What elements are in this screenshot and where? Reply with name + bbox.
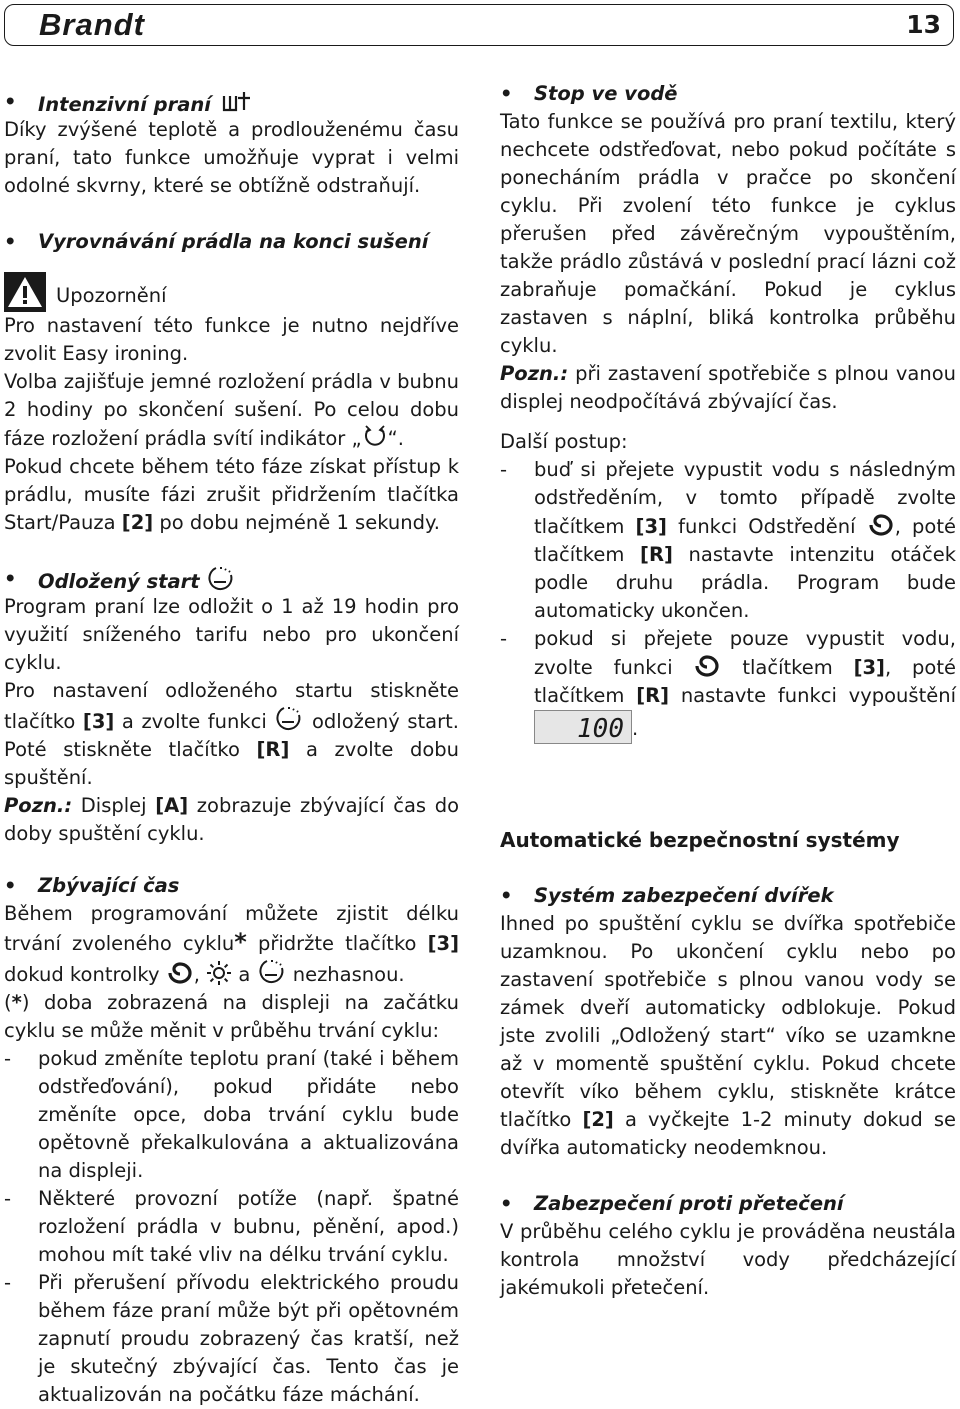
lcd-value: 100 — [577, 714, 624, 744]
paragraph: Pozn.: Displej [A] zobrazuje zbývající čas do doby spuštění cyklu. — [4, 794, 459, 845]
paragraph: Program praní lze odložit o 1 až 19 hodin pro využití sníženého tarifu nebo pro ukončení cyklu. — [4, 595, 459, 674]
paragraph: Pokud chcete během této fáze získat přístup k prádlu, musíte fázi zrušit přidržením tlačítka Start/Pauza [2] po dobu nejméně 1 sekundy. — [4, 455, 459, 534]
paragraph: Pozn.: při zastavení spotřebiče s plnou vanou displej neodpočítává zbývající čas. — [500, 362, 956, 413]
paragraph: Ihned po spuštění cyklu se dvířka spotřebiče uzamknou. Po ukončení cyklu nebo po zastavení spotřebiče s plnou vanou vody se zámek dveří automaticky odblokuje. Pokud jste zvolili „Odložený start“ víko se uzamkne až v momentě spuštění cyklu. Pokud chcete otevřít víko během cyklu, stiskněte krátce tlačítko [2] a vyčkejte 1-2 minuty dokud se dvířka automaticky neodemknou. — [500, 912, 956, 1159]
paragraph: Volba zajišťuje jemné rozložení prádla v bubnu 2 hodiny po skončení sušení. Po celou dobu fáze rozložení prádla svítí indikátor „ “. — [4, 370, 459, 450]
section-title: Další postup: — [500, 430, 628, 453]
section-intenzivni-prani: • Intenzivní praní Díky zvýšené teplotě a prodlouženému času praní, tato funkce umožňuje vyprat i velmi odolné skvrny, které se obtížně odstraňují. — [4, 88, 459, 200]
list-item: - Některé provozní potíže (např. špatné rozložení prádla v bubnu, pěnění, apod.) mohou mít také vliv na délku trvání cyklu. — [4, 1187, 459, 1266]
delayed-start-icon — [274, 705, 304, 733]
spin-icon — [693, 653, 721, 679]
section-title: Zbývající čas — [38, 874, 180, 897]
section-title: Systém zabezpečení dvířek — [534, 884, 834, 907]
delayed-start-icon — [257, 958, 287, 986]
paragraph: Během programování můžete zjistit délku trvání zvoleného cyklu* přidržte tlačítko [3] dokud kontrolky , a nezhasnou. — [4, 902, 459, 986]
section-vyrovnavani: • Vyrovnávání prádla na konci sušení Upozornění Pro nastavení této funkce je nutno nejdříve zvolit Easy ironing. Volba zajišťuje jemné rozložení prádla v bubnu 2 hodiny po skončení sušení. Po celou dobu fáze rozložení prádla svítí indikátor „ “. Pokud chcete během této fáze získat přístup k prádlu, musíte fázi zrušit přidržením tlačítka Start/Pauza [2] po dobu nejméně 1 sekundy. — [4, 228, 459, 537]
spin-icon — [166, 960, 194, 986]
section-title: Vyrovnávání prádla na konci sušení — [38, 230, 429, 253]
anticrease-indicator-icon — [362, 424, 388, 450]
paragraph: Pro nastavení odloženého startu stiskněte tlačítko [3] a zvolte funkci odložený start. Poté stiskněte tlačítko [R] a zvolte dobu spuštění. — [4, 679, 459, 789]
section-automaticke-systemy: Automatické bezpečnostní systémy • Systém zabezpečení dvířek Ihned po spuštění cyklu se dvířka spotřebiče uzamknou. Po ukončení cyklu nebo po zastavení spotřebiče s plnou vanou vody se zámek dveří automaticky odblokuje. Pokud jste zvolili „Odložený start“ víko se uzamkne až v momentě spuštění cyklu. Pokud chcete otevřít víko během cyklu, stiskněte krátce tlačítko [2] a vyčkejte 1-2 minuty dokud se dvířka automaticky neodemknou. • Zabezpečení proti přetečení V průběhu celého cyklu je prováděna neustála kontrola množství vody předcházející jakémukoli přetečení. — [500, 826, 956, 1302]
page-number: 13 — [906, 10, 941, 39]
lcd-display — [534, 710, 632, 744]
paragraph: Tato funkce se používá pro praní textilu, který nechcete odstřeďovat, nebo pokud počítáte s ponecháním prádla v pračce po skončení cyklu. Při zvolení této funkce je cyklus přerušen před závěrečným vypouštěním, takže prádlo zůstává v poslední prací lázni což zabraňuje pomačkání. Pokud je cyklus zastaven s náplní, bliká kontrolka průběhu cyklu. — [500, 110, 956, 357]
section-text: Díky zvýšené teplotě a prodlouženému času praní, tato funkce umožňuje vyprat i velmi odolné skvrny, které se obtížně odstraňují. — [4, 118, 459, 197]
list-item: - pokud změníte teplotu praní (také i během odstřeďování), pokud přidáte nebo změníte opce, doba trvání cyklu bude opětovně překalkulována a aktualizována na displeji. — [4, 1047, 459, 1182]
section-dalsi-postup — [500, 428, 956, 744]
temperature-sun-icon — [206, 960, 232, 986]
section-odlozeny-start: • Odložený start Program praní lze odložit o 1 až 19 hodin pro využití sníženého tarifu nebo pro ukončení cyklu. Pro nastavení odloženého startu stiskněte tlačítko [3] a zvolte funkci odložený start. Poté stiskněte tlačítko [R] a zvolte dobu spuštění. Pozn.: Displej [A] zobrazuje zbývající čas do doby spuštění cyklu. — [4, 565, 459, 848]
list-item: - pokud si přejete pouze vypustit vodu, zvolte funkci tlačítkem [3], poté tlačítkem [R] nastavte funkci vypouštění 100 . — [500, 627, 956, 744]
section-stop-ve-vode: • Stop ve vodě Tato funkce se používá pro praní textilu, který nechcete odstřeďovat, nebo pokud počítáte s ponecháním prádla v pračce po skončení cyklu. Při zvolení této funkce je cyklus přerušen před závěrečným vypouštěním, takže prádlo zůstává v poslední prací lázni což zabraňuje pomačkání. Pokud je cyklus zastaven s náplní, bliká kontrolka průběhu cyklu. Pozn.: při zastavení spotřebiče s plnou vanou displej neodpočítává zbývající čas. — [500, 80, 956, 416]
delayed-start-icon — [206, 565, 236, 593]
spin-icon — [867, 512, 895, 538]
section-title: Stop ve vodě — [534, 82, 678, 105]
warning-title: Upozornění — [56, 284, 167, 307]
warning-row — [4, 272, 459, 312]
section-title: Zabezpečení proti přetečení — [534, 1192, 844, 1215]
list-item: - buď si přejete vypustit vodu s následným odstředěním, v tomto případě zvolte tlačítkem [3] funkci Odstředění , poté tlačítkem [R] nastavte intenzitu otáček podle druhu prádla. Program bude automaticky ukončen. — [500, 458, 956, 622]
warning-icon — [4, 272, 46, 312]
section-zbyvajici-cas: • Zbývající čas Během programování můžete zjistit délku trvání zvoleného cyklu* přidržte tlačítko [3] dokud kontrolky , a nezhasnou. (*) doba zobrazená na displeji na začátku cyklu se může měnit v průběhu trvání cyklu: - pokud změníte teplotu praní (také i během odstřeďování), pokud přidáte nebo změníte opce, doba trvání cyklu bude opětovně překalkulována a aktualizována na displeji. - Některé provozní potíže (např. špatné rozložení prádla v bubnu, pěnění, apod.) mohou mít také vliv na délku trvání cyklu. - Při přerušení přívodu elektrického proudu během fáze praní může být při opětovném zapnutí proudu zobrazený čas kratší, než je skutečný zbývající čas. Tento čas je aktualizován na počátku fáze máchání. — [4, 872, 459, 1409]
section-heading: Automatické bezpečnostní systémy — [500, 828, 900, 852]
page-header — [4, 4, 954, 46]
section-title: Odložený start — [38, 570, 200, 593]
section-title: Intenzivní praní — [38, 93, 211, 116]
list-item: - Při přerušení přívodu elektrického proudu během fáze praní může být při opětovném zapnutí proudu zobrazený čas kratší, než je skutečný zbývající čas. Tento čas je aktualizován na počátku fáze máchání. — [4, 1271, 459, 1406]
intensive-wash-icon — [218, 88, 262, 116]
paragraph: Pro nastavení této funkce je nutno nejdříve zvolit Easy ironing. — [4, 314, 459, 365]
brand-logo: Brandt — [39, 7, 145, 42]
paragraph: (*) doba zobrazená na displeji na začátku cyklu se může měnit v průběhu trvání cyklu: — [4, 991, 459, 1042]
paragraph: V průběhu celého cyklu je prováděna neustála kontrola množství vody předcházející jakémukoli přetečení. — [500, 1220, 956, 1299]
